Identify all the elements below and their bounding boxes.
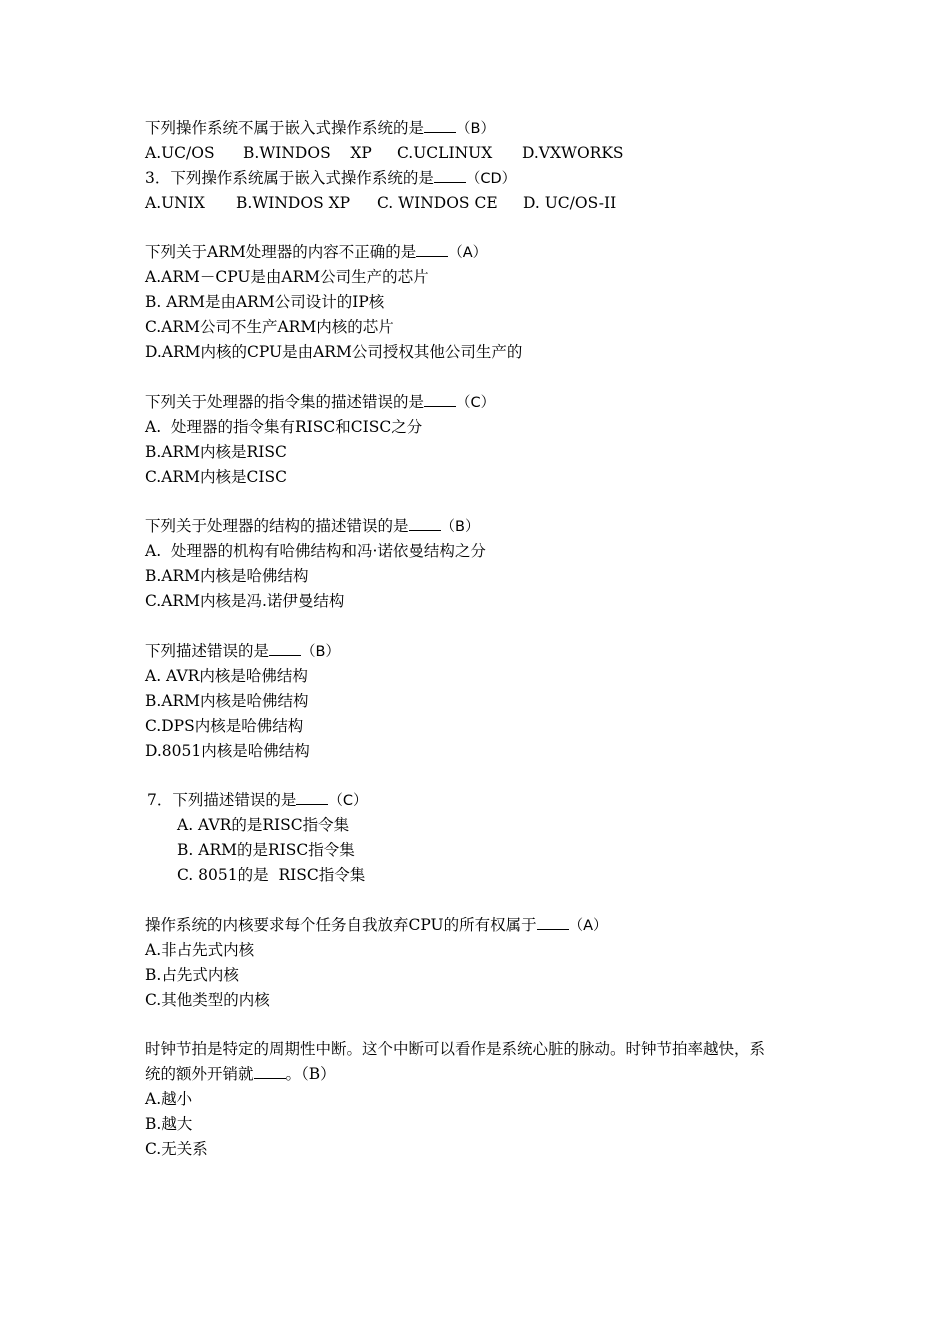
answer-blank xyxy=(254,1064,286,1079)
q3-options xyxy=(145,193,616,213)
q-arm-option-b: B. ARM是由ARM公司设计的IP核 xyxy=(145,293,385,311)
q1-stem xyxy=(145,118,495,139)
q7-option-a: A. AVR的是RISC指令集 xyxy=(177,816,350,834)
answer-blank xyxy=(424,392,456,407)
q3-stem xyxy=(145,168,516,189)
q-struct-stem-text: 下列关于处理器的结构的描述错误的是 xyxy=(145,517,409,535)
q3-option-c: C. WINDOS CE xyxy=(377,194,498,212)
q-kernel-answer: （A） xyxy=(568,918,608,934)
q-kernel-stem-text: 操作系统的内核要求每个任务自我放弃CPU的所有权属于 xyxy=(145,916,537,934)
q-desc-option-a: A. AVR内核是哈佛结构 xyxy=(145,667,308,685)
q-tick-stem-line2 xyxy=(145,1064,336,1084)
q-desc-stem-text: 下列描述错误的是 xyxy=(145,642,270,660)
answer-blank xyxy=(416,242,448,257)
q7-stem xyxy=(147,790,368,811)
q3-option-a: A.UNIX xyxy=(145,194,205,212)
q-tick-option-a: A.越小 xyxy=(145,1090,193,1108)
q-desc-option-d: D.8051内核是哈佛结构 xyxy=(145,742,310,760)
q-tick-option-c: C.无关系 xyxy=(145,1140,208,1158)
q3-answer: （CD） xyxy=(465,171,517,187)
q-struct-option-a: A. 处理器的机构有哈佛结构和冯·诺依曼结构之分 xyxy=(145,542,486,560)
q-struct-stem xyxy=(145,516,479,537)
q7-option-b: B. ARM的是RISC指令集 xyxy=(177,841,355,859)
q-struct-option-c: C.ARM内核是冯.诺伊曼结构 xyxy=(145,592,345,610)
q1-options xyxy=(145,143,624,163)
q1-option-d: D.VXWORKS xyxy=(522,144,624,162)
q7-answer: （C） xyxy=(328,793,368,809)
q1-answer: （B） xyxy=(456,121,495,137)
q1-stem-text: 下列操作系统不属于嵌入式操作系统的是 xyxy=(145,119,425,137)
q-struct-option-b: B.ARM内核是哈佛结构 xyxy=(145,567,309,585)
answer-blank xyxy=(434,168,466,183)
answer-blank xyxy=(269,641,301,656)
answer-blank xyxy=(537,915,569,930)
q7-stem-text: 7．下列描述错误的是 xyxy=(147,791,297,809)
answer-blank xyxy=(409,516,441,531)
q3-option-b: B.WINDOS XP xyxy=(236,194,351,212)
q-isa-answer: （C） xyxy=(456,395,496,411)
q-tick-answer: 。（B） xyxy=(285,1065,336,1083)
q-tick-option-b: B.越大 xyxy=(145,1115,193,1133)
q-kernel-option-c: C.其他类型的内核 xyxy=(145,991,270,1009)
q-arm-option-c: C.ARM公司不生产ARM内核的芯片 xyxy=(145,318,394,336)
q-isa-stem-text: 下列关于处理器的指令集的描述错误的是 xyxy=(145,393,425,411)
answer-blank xyxy=(296,790,328,805)
q-arm-stem xyxy=(145,242,487,263)
q-tick-stem-line1: 时钟节拍是特定的周期性中断。这个中断可以看作是系统心脏的脉动。时钟节拍率越快，系 xyxy=(145,1040,766,1058)
q-arm-answer: （A） xyxy=(448,245,488,261)
q-desc-option-b: B.ARM内核是哈佛结构 xyxy=(145,692,309,710)
q1-option-a: A.UC/OS xyxy=(145,144,215,162)
q3-stem-text: 3．下列操作系统属于嵌入式操作系统的是 xyxy=(145,169,434,187)
q3-option-d: D. UC/OS-II xyxy=(523,194,617,212)
q-isa-option-b: B.ARM内核是RISC xyxy=(145,443,287,461)
q-isa-option-a: A. 处理器的指令集有RISC和CISC之分 xyxy=(145,418,423,436)
answer-blank xyxy=(424,118,456,133)
q-kernel-option-a: A.非占先式内核 xyxy=(145,941,255,959)
q-arm-option-a: A.ARM－CPU是由ARM公司生产的芯片 xyxy=(145,268,429,286)
q-desc-answer: （B） xyxy=(301,644,340,660)
q-kernel-option-b: B.占先式内核 xyxy=(145,966,239,984)
q-isa-stem xyxy=(145,392,495,413)
q1-option-c: C.UCLINUX xyxy=(397,144,493,162)
q-desc-stem xyxy=(145,641,340,662)
q-arm-option-d: D.ARM内核的CPU是由ARM公司授权其他公司生产的 xyxy=(145,343,523,361)
q-desc-option-c: C.DPS内核是哈佛结构 xyxy=(145,717,304,735)
q-struct-answer: （B） xyxy=(440,519,480,535)
q-isa-option-c: C.ARM内核是CISC xyxy=(145,468,287,486)
q-tick-stem-text: 统的额外开销就 xyxy=(145,1065,254,1083)
q7-option-c: C. 8051的是 RISC指令集 xyxy=(177,866,366,884)
q-arm-stem-text: 下列关于ARM处理器的内容不正确的是 xyxy=(145,243,417,261)
q1-option-b: B.WINDOS XP xyxy=(243,144,372,162)
q-kernel-stem xyxy=(145,915,608,936)
